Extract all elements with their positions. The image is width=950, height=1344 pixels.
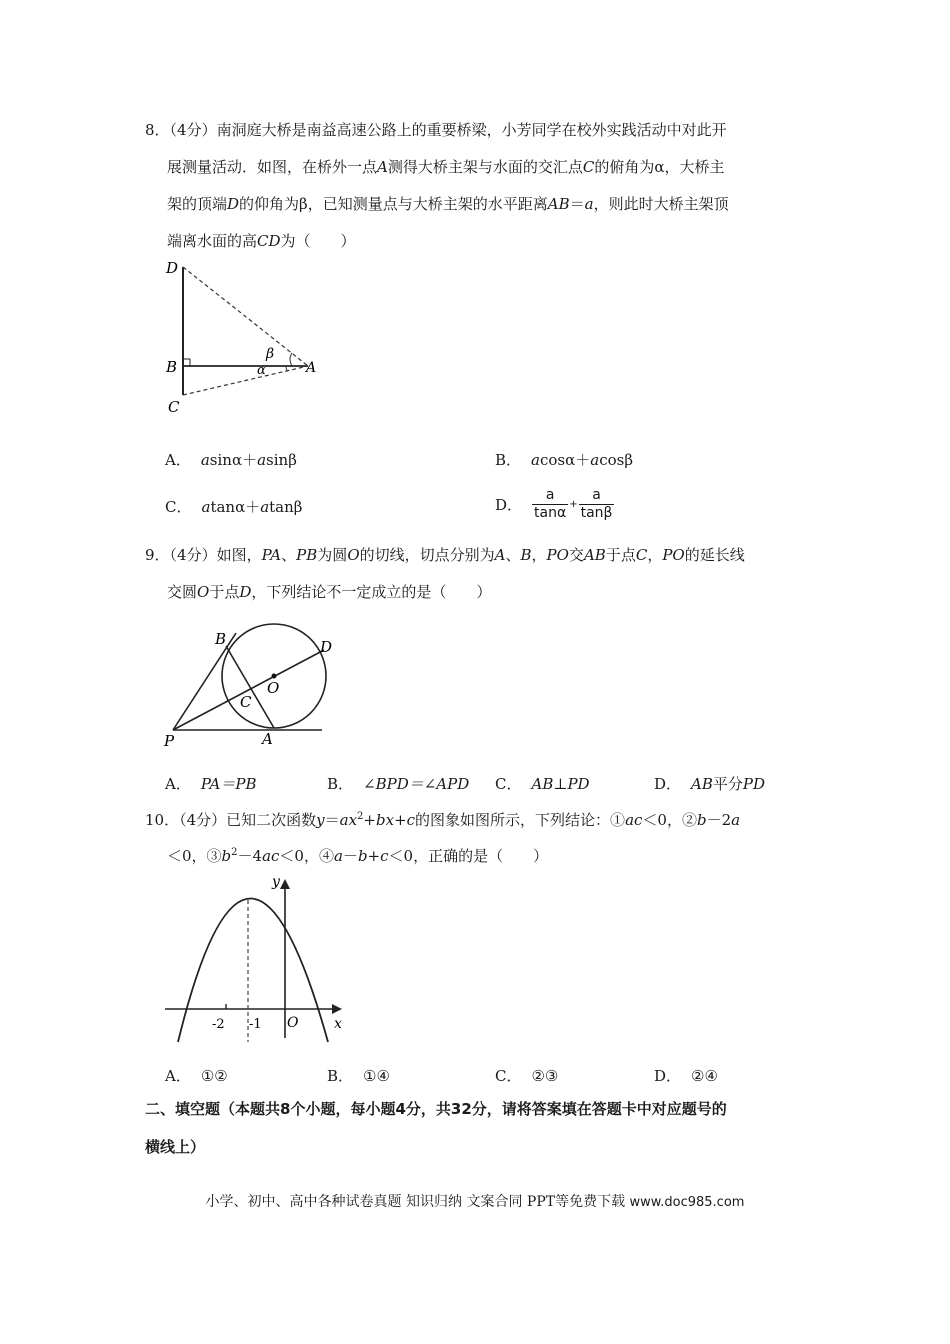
option-text: AB⊥PD xyxy=(531,775,590,793)
q8-option-B[interactable] xyxy=(495,450,633,470)
q9-label-D: D xyxy=(320,638,333,656)
q9-option-A[interactable] xyxy=(165,774,257,794)
option-text: a xyxy=(257,451,267,469)
q10-option-C[interactable] xyxy=(495,1066,558,1086)
q8-line-4 xyxy=(167,231,356,251)
q8-line-2 xyxy=(167,157,725,177)
q10-var: b xyxy=(357,847,368,865)
q9-var: PO xyxy=(546,546,569,564)
q9-text: 、 xyxy=(505,546,521,564)
q9-text: 为圆 xyxy=(317,546,348,564)
q10-tick-label-m1: -1 xyxy=(249,1017,262,1032)
q9-line-1 xyxy=(145,545,745,565)
q10-var: ac xyxy=(625,811,643,829)
option-text: PA＝PB xyxy=(200,775,257,793)
q9-text: 、 xyxy=(281,546,297,564)
q8-label-alpha: α xyxy=(257,363,266,378)
q8-line-DA xyxy=(183,267,308,366)
q10-text: 的图象如图所示，下列结论：① xyxy=(415,811,626,829)
q10-line-2 xyxy=(167,846,548,866)
q9-var: PB xyxy=(296,546,318,564)
q9-text: 交圆 xyxy=(167,583,198,601)
q10-label-y: y xyxy=(272,874,280,890)
option-label: B． xyxy=(327,775,354,793)
q9-var: O xyxy=(347,546,360,564)
q9-text: ， xyxy=(531,546,547,564)
q10-text: ＜0，② xyxy=(642,811,697,829)
q9-label-B: B xyxy=(215,630,227,648)
q9-text: ， xyxy=(647,546,663,564)
q10-text: ＝ xyxy=(324,811,340,829)
q9-text: ，下列结论不一定成立的是（ ） xyxy=(251,583,492,601)
q9-line-PD xyxy=(173,650,324,730)
q9-line-2 xyxy=(167,582,491,602)
option-text: tanβ xyxy=(269,498,303,516)
q10-text: ＜0，正确的是（ ） xyxy=(388,847,549,865)
q10-text: －4 xyxy=(237,847,263,865)
q10-label-x: x xyxy=(334,1016,342,1032)
q9-label-A: A xyxy=(262,730,273,748)
option-label: A． xyxy=(165,451,191,469)
footer-text: 小学、初中、高中各种试卷真题 知识归纳 文案合同 PPT等免费下载 xyxy=(205,1194,630,1210)
q10-var: c xyxy=(380,847,389,865)
q10-text: 10．（4分）已知二次函数 xyxy=(145,811,317,829)
q9-text: 9．（4分）如图， xyxy=(145,546,262,564)
q8-text: 端离水面的高 xyxy=(167,232,258,250)
q8-beta-arc xyxy=(290,353,292,366)
q9-var: C xyxy=(635,546,648,564)
q8-var-D: D xyxy=(227,195,240,213)
fraction-numerator: a xyxy=(592,487,601,503)
option-label: A． xyxy=(165,775,191,793)
q8-text: 架的顶端 xyxy=(167,195,228,213)
q9-var: O xyxy=(197,583,210,601)
section-2-heading-line-2: 横线上） xyxy=(145,1138,206,1156)
fraction-denominator: tanβ xyxy=(580,505,613,521)
option-label: B． xyxy=(327,1067,354,1085)
q10-text: － xyxy=(342,847,358,865)
q8-option-D[interactable] xyxy=(495,487,614,522)
q8-text: 测得大桥主架与水面的交汇点 xyxy=(387,158,583,176)
q8-line-CA xyxy=(183,366,308,395)
option-text: a xyxy=(200,451,210,469)
option-text: PD xyxy=(742,775,766,793)
q10-var: bx xyxy=(376,811,395,829)
q9-option-C[interactable] xyxy=(495,774,590,794)
footer-url[interactable]: www.doc985.com xyxy=(629,1195,745,1210)
q10-var: ac xyxy=(262,847,280,865)
q9-text: 于点 xyxy=(605,546,636,564)
option-text: cosα＋ xyxy=(539,451,591,469)
fraction-denominator: tanα xyxy=(534,505,567,521)
option-text: a xyxy=(590,451,600,469)
q8-label-A: A xyxy=(306,360,317,376)
q10-text: + xyxy=(394,811,407,829)
q8-option-A[interactable] xyxy=(165,450,297,470)
q8-text: ＝ xyxy=(569,195,585,213)
q10-var: a xyxy=(333,847,343,865)
q9-label-O: O xyxy=(267,679,280,697)
fraction-1 xyxy=(532,487,568,522)
q9-var: AB xyxy=(583,546,606,564)
q8-var-A: A xyxy=(377,158,388,176)
q9-var: A xyxy=(494,546,506,564)
q9-option-B[interactable] xyxy=(327,774,469,794)
q10-x-axis-arrow xyxy=(332,1004,342,1014)
q10-option-D[interactable] xyxy=(654,1066,718,1086)
q8-label-C: C xyxy=(168,398,180,415)
q10-var: b xyxy=(696,811,707,829)
q9-var: D xyxy=(239,583,252,601)
q10-text: + xyxy=(363,811,376,829)
q9-text: 的切线，切点分别为 xyxy=(359,546,495,564)
q8-var-a: a xyxy=(584,195,594,213)
option-text: AB xyxy=(691,775,713,793)
q10-tick-label-m2: -2 xyxy=(212,1017,225,1032)
q8-var-AB: AB xyxy=(547,195,570,213)
q9-center-point xyxy=(272,674,277,679)
q8-text: 的俯角为α，大桥主 xyxy=(594,158,725,176)
q10-text: + xyxy=(367,847,381,865)
q8-var-CD: CD xyxy=(257,232,281,250)
plus-sign: + xyxy=(569,498,578,510)
option-text: a xyxy=(531,451,540,469)
option-label: C． xyxy=(165,498,192,516)
q9-label-C: C xyxy=(240,693,252,711)
q8-line-1: 8．（4分）南洞庭大桥是南益高速公路上的重要桥梁，小芳同学在校外实践活动中对此开 xyxy=(145,121,727,139)
q10-option-B[interactable] xyxy=(327,1066,390,1086)
q10-text: －2 xyxy=(706,811,732,829)
q10-y-axis-arrow xyxy=(280,879,290,889)
q8-right-angle-mark xyxy=(183,359,190,366)
option-text: a xyxy=(260,498,270,516)
option-text: ①④ xyxy=(363,1067,390,1085)
q10-option-A[interactable] xyxy=(165,1066,228,1086)
q8-line-3 xyxy=(167,194,729,214)
option-text: ②③ xyxy=(531,1067,559,1085)
section-2-heading-line-1: 二、填空题（本题共8个小题，每小题4分，共32分，请将答案填在答题卡中对应题号的 xyxy=(145,1100,727,1118)
q10-line-1 xyxy=(145,810,740,830)
q10-text: ＜0，④ xyxy=(279,847,334,865)
q8-text: 为（ ） xyxy=(280,232,356,250)
q10-var: y xyxy=(316,811,325,829)
option-label: C． xyxy=(495,775,522,793)
option-text: tanα＋ xyxy=(210,498,261,516)
option-text: ②④ xyxy=(691,1067,718,1085)
q10-text: ＜0，③ xyxy=(167,847,222,865)
q9-option-D[interactable] xyxy=(654,774,765,794)
q8-option-C[interactable] xyxy=(165,497,302,517)
option-text: sinβ xyxy=(266,451,297,469)
option-text: a xyxy=(201,498,211,516)
option-label: B． xyxy=(495,451,522,469)
q10-label-O: O xyxy=(287,1015,299,1031)
q9-label-P: P xyxy=(164,732,175,750)
q9-var: B xyxy=(520,546,532,564)
q8-label-B: B xyxy=(166,358,178,376)
q10-var: b xyxy=(221,847,232,865)
q10-sup: 2 xyxy=(357,811,364,822)
q10-var: a xyxy=(731,811,741,829)
q9-text: 的延长线 xyxy=(684,546,745,564)
q10-var: c xyxy=(406,811,416,829)
q8-label-D: D xyxy=(166,259,179,277)
option-label: D． xyxy=(654,775,682,793)
q8-text: 的仰角为β，已知测量点与大桥主架的水平距离 xyxy=(239,195,548,213)
fraction-2 xyxy=(579,487,615,522)
q10-sup: 2 xyxy=(231,847,238,858)
option-text: sinα＋ xyxy=(209,451,258,469)
q8-text: 展测量活动．如图，在桥外一点 xyxy=(167,158,378,176)
q8-figure xyxy=(160,255,330,415)
q8-text: ，则此时大桥主架顶 xyxy=(593,195,729,213)
q9-figure xyxy=(160,620,350,755)
q8-var-C: C xyxy=(582,158,595,176)
q8-label-beta: β xyxy=(266,346,275,362)
q9-var: PA xyxy=(261,546,282,564)
option-text: ∠BPD＝∠APD xyxy=(363,775,470,793)
option-label: A． xyxy=(165,1067,191,1085)
option-label: D． xyxy=(654,1067,682,1085)
q10-var: ax xyxy=(339,811,358,829)
q9-text: 于点 xyxy=(209,583,240,601)
q10-figure xyxy=(160,870,350,1045)
option-label: C． xyxy=(495,1067,522,1085)
page-footer xyxy=(0,1192,950,1213)
option-text: ①② xyxy=(200,1067,228,1085)
q9-var: PO xyxy=(662,546,685,564)
option-label: D． xyxy=(495,495,523,514)
q9-text: 交 xyxy=(568,546,584,564)
option-text: cosβ xyxy=(599,451,634,469)
option-text: 平分 xyxy=(712,775,743,793)
fraction-numerator: a xyxy=(545,487,555,503)
